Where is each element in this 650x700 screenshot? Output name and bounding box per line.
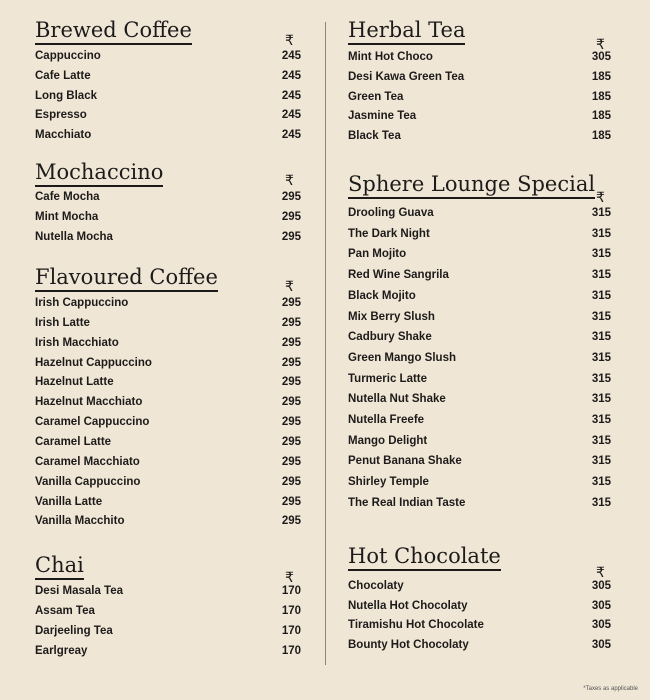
item-price: 295 [281,396,301,409]
menu-item [348,331,611,351]
menu-item [35,357,301,377]
menu-item [348,311,611,331]
section-title: Flavoured Coffee [35,265,218,292]
menu-item [35,211,301,231]
item-name: Vanilla Macchito [35,515,125,528]
menu-item [35,337,301,357]
item-name: Mint Mocha [35,211,99,223]
item-price: 315 [591,393,611,406]
item-price: 295 [281,475,301,488]
menu-item [35,376,301,396]
item-price: 315 [591,310,611,323]
item-name: Chocolaty [348,580,404,592]
item-price: 170 [281,605,301,617]
menu-item [35,436,301,456]
menu-item [35,605,301,625]
item-price: 315 [591,269,611,282]
rupee-icon: ₹ [596,189,605,205]
menu-item [348,373,611,393]
menu-item [348,248,611,268]
item-name: Mix Berry Slush [348,310,435,323]
item-name: Jasmine Tea [348,110,417,123]
item-name: Nutella Hot Chocolaty [348,599,468,612]
menu-item [35,317,301,337]
menu-item [35,129,301,149]
menu-item [348,639,611,659]
item-price: 295 [281,231,301,243]
section-title: Sphere Lounge Special [348,172,595,199]
section-title: Hot Chocolate [348,544,501,571]
rupee-icon: ₹ [285,172,294,188]
section-title: Brewed Coffee [35,18,192,45]
menu-item [348,352,611,372]
item-name: Cafe Mocha [35,191,100,203]
item-price: 170 [281,625,301,637]
menu-item [348,110,611,130]
menu-item [348,51,611,71]
item-price: 315 [591,455,611,468]
menu-item [348,619,611,639]
menu-item [348,290,611,310]
item-price: 185 [591,130,611,143]
item-price: 295 [281,495,301,508]
menu-item [35,109,301,129]
item-name: Red Wine Sangrila [348,269,449,282]
item-price: 245 [281,50,301,62]
menu-item [348,269,611,289]
item-name: Caramel Cappuccino [35,416,150,429]
rupee-icon: ₹ [285,569,294,585]
item-name: Earlgreay [35,645,88,657]
menu-item [348,228,611,248]
item-name: Desi Masala Tea [35,585,124,597]
item-name: Mango Delight [348,434,428,447]
menu-item [35,90,301,110]
item-price: 170 [281,645,301,657]
item-name: The Real Indian Taste [348,496,466,509]
item-price: 305 [591,619,611,632]
menu-item [35,585,301,605]
taxes-footnote: *Taxes as applicable [583,686,638,692]
column-divider [325,22,326,665]
item-name: Macchiato [35,129,92,142]
menu-item [348,130,611,150]
item-price: 315 [591,496,611,509]
item-name: Nutella Nut Shake [348,393,446,406]
menu-item [35,50,301,70]
item-name: Black Tea [348,130,401,143]
menu-item [348,580,611,600]
item-price: 295 [281,376,301,389]
item-name: Assam Tea [35,605,95,617]
menu-item [348,393,611,413]
item-name: Vanilla Latte [35,495,103,508]
menu-item [35,515,301,535]
item-price: 170 [281,585,301,597]
section-title: Chai [35,553,84,580]
item-name: Nutella Mocha [35,231,113,243]
rupee-icon: ₹ [596,564,605,580]
item-name: Green Mango Slush [348,351,456,364]
item-price: 245 [281,89,301,102]
menu-item [35,476,301,496]
item-price: 295 [281,356,301,369]
item-price: 295 [281,316,301,329]
item-price: 315 [591,207,611,219]
item-price: 245 [281,69,301,82]
item-price: 305 [591,580,611,592]
menu-item [35,456,301,476]
item-name: Darjeeling Tea [35,625,113,637]
item-price: 315 [591,289,611,302]
menu-item [348,435,611,455]
item-price: 315 [591,248,611,261]
menu-item [348,455,611,475]
item-name: Bounty Hot Chocolaty [348,639,469,652]
item-name: Irish Cappuccino [35,297,129,309]
item-name: Green Tea [348,90,404,103]
item-name: The Dark Night [348,227,430,240]
menu-item [35,416,301,436]
item-price: 185 [591,90,611,103]
item-price: 315 [591,476,611,489]
item-price: 315 [591,227,611,240]
rupee-icon: ₹ [596,36,605,52]
item-price: 295 [281,336,301,349]
item-name: Hazelnut Latte [35,376,114,389]
menu-item [35,70,301,90]
item-name: Caramel Macchiato [35,455,140,468]
item-name: Espresso [35,109,87,122]
item-price: 305 [591,599,611,612]
rupee-icon: ₹ [285,278,294,294]
menu-item [35,625,301,645]
menu-item [35,396,301,416]
menu-item [348,476,611,496]
item-name: Drooling Guava [348,207,434,219]
menu-item [35,496,301,516]
item-name: Irish Latte [35,316,90,329]
item-price: 295 [281,191,301,203]
menu-item [35,231,301,251]
item-name: Shirley Temple [348,476,429,489]
section-title: Mochaccino [35,160,163,187]
menu-item [35,297,301,317]
item-name: Black Mojito [348,289,416,302]
menu-item [348,207,611,227]
menu-item [348,71,611,91]
item-name: Cafe Latte [35,69,91,82]
menu-item [348,91,611,111]
item-name: Cappuccino [35,50,101,62]
item-name: Desi Kawa Green Tea [348,70,465,83]
item-price: 315 [591,434,611,447]
item-price: 315 [591,351,611,364]
item-name: Nutella Freefe [348,414,425,426]
item-name: Vanilla Cappuccino [35,475,141,488]
item-price: 305 [591,639,611,652]
item-name: Cadbury Shake [348,331,432,344]
item-name: Turmeric Latte [348,372,428,385]
item-price: 295 [281,435,301,448]
item-name: Caramel Latte [35,435,112,448]
item-name: Mint Hot Choco [348,51,433,63]
item-price: 295 [281,416,301,429]
item-price: 245 [281,129,301,142]
item-price: 305 [591,51,611,63]
item-name: Irish Macchiato [35,336,119,349]
item-price: 315 [591,414,611,426]
item-price: 185 [591,70,611,83]
item-name: Hazelnut Cappuccino [35,356,152,369]
item-price: 315 [591,331,611,344]
item-price: 315 [591,372,611,385]
menu-item [348,497,611,517]
item-price: 295 [281,455,301,468]
item-name: Pan Mojito [348,248,407,261]
item-name: Long Black [35,89,97,102]
rupee-icon: ₹ [285,32,294,48]
menu-item [348,414,611,434]
item-price: 185 [591,110,611,123]
item-price: 295 [281,515,301,528]
menu-item [35,191,301,211]
menu-item [348,600,611,620]
item-price: 245 [281,109,301,122]
item-name: Penut Banana Shake [348,455,462,468]
item-price: 295 [281,211,301,223]
item-price: 295 [281,297,301,309]
section-title: Herbal Tea [348,18,465,45]
item-name: Hazelnut Macchiato [35,396,143,409]
menu-item [35,645,301,665]
item-name: Tiramishu Hot Chocolate [348,619,484,632]
